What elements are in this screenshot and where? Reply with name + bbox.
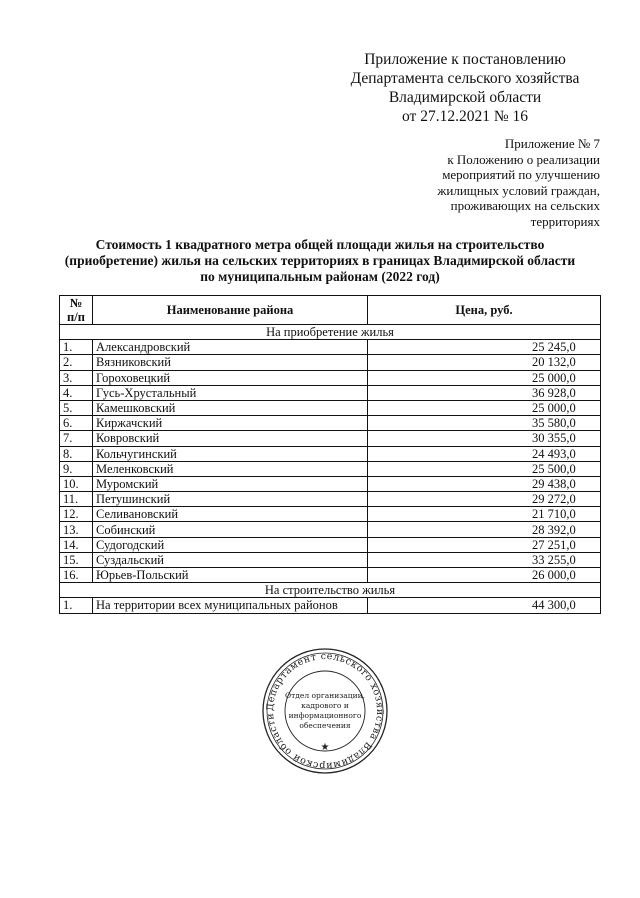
district-name: На территории всех муниципальных районов	[93, 598, 368, 613]
row-number: 12.	[60, 507, 93, 522]
table-row	[60, 355, 601, 370]
price-value: 25 000,0	[368, 370, 601, 385]
table-row	[60, 507, 601, 522]
price-value: 25 245,0	[368, 340, 601, 355]
price-value: 27 251,0	[368, 537, 601, 552]
row-number: 1.	[60, 340, 93, 355]
district-name: Петушинский	[93, 492, 368, 507]
row-number: 8.	[60, 446, 93, 461]
title-line: по муниципальным районам (2022 год)	[200, 269, 440, 284]
district-name: Гусь-Хрустальный	[93, 385, 368, 400]
district-name: Собинский	[93, 522, 368, 537]
row-number: 10.	[60, 476, 93, 491]
svg-text:★: ★	[320, 742, 330, 753]
svg-text:Департамент сельского хозяйств: Департамент сельского хозяйства Владимирской области	[264, 650, 386, 772]
official-stamp	[260, 646, 390, 776]
row-number: 1.	[60, 598, 93, 613]
table-row	[60, 416, 601, 431]
table-row	[60, 476, 601, 491]
header-name: Наименование района	[93, 296, 368, 325]
table-section-row	[60, 583, 601, 598]
annex-line: мероприятий по улучшению	[442, 167, 600, 182]
district-name: Меленковский	[93, 461, 368, 476]
price-table	[59, 295, 601, 614]
price-value: 24 493,0	[368, 446, 601, 461]
price-value: 20 132,0	[368, 355, 601, 370]
table-row	[60, 431, 601, 446]
district-name: Вязниковский	[93, 355, 368, 370]
table-row	[60, 492, 601, 507]
district-name: Суздальский	[93, 552, 368, 567]
header-price: Цена, руб.	[368, 296, 601, 325]
section-label: На приобретение жилья	[60, 325, 601, 340]
title-line: (приобретение) жилья на сельских территориях в границах Владимирской области	[64, 253, 576, 268]
row-number: 15.	[60, 552, 93, 567]
district-name: Кольчугинский	[93, 446, 368, 461]
district-name: Селивановский	[93, 507, 368, 522]
svg-text:кадрового и: кадрового и	[301, 701, 349, 710]
annex-line: Приложение № 7	[504, 136, 600, 151]
annex-line: проживающих на сельских	[450, 198, 600, 213]
district-name: Камешковский	[93, 400, 368, 415]
document-title	[40, 237, 600, 285]
table-row	[60, 598, 601, 613]
price-value: 36 928,0	[368, 385, 601, 400]
price-value: 26 000,0	[368, 568, 601, 583]
table-row	[60, 340, 601, 355]
annex-block	[390, 136, 600, 229]
approval-block	[330, 50, 600, 126]
table-row	[60, 522, 601, 537]
svg-text:обеспечения: обеспечения	[299, 721, 351, 730]
row-number: 6.	[60, 416, 93, 431]
price-value: 35 580,0	[368, 416, 601, 431]
table-header-row	[60, 296, 601, 325]
table-section-row	[60, 325, 601, 340]
approval-line: Владимирской области	[388, 89, 542, 106]
price-value: 25 000,0	[368, 400, 601, 415]
price-value: 29 438,0	[368, 476, 601, 491]
table-row	[60, 446, 601, 461]
annex-line: к Положению о реализации	[447, 151, 600, 167]
district-name: Судогодский	[93, 537, 368, 552]
row-number: 14.	[60, 537, 93, 552]
row-number: 9.	[60, 461, 93, 476]
row-number: 7.	[60, 431, 93, 446]
table-row	[60, 461, 601, 476]
table-row	[60, 568, 601, 583]
table-row	[60, 370, 601, 385]
row-number: 13.	[60, 522, 93, 537]
district-name: Ковровский	[93, 431, 368, 446]
price-value: 44 300,0	[368, 598, 601, 613]
price-value: 21 710,0	[368, 507, 601, 522]
price-value: 30 355,0	[368, 431, 601, 446]
district-name: Муромский	[93, 476, 368, 491]
row-number: 11.	[60, 492, 93, 507]
price-value: 33 255,0	[368, 552, 601, 567]
table-row	[60, 537, 601, 552]
price-value: 25 500,0	[368, 461, 601, 476]
annex-line: жилищных условий граждан,	[437, 182, 600, 198]
approval-line: Приложение к постановлению	[364, 51, 566, 68]
row-number: 5.	[60, 400, 93, 415]
annex-line: территориях	[530, 213, 600, 229]
district-name: Гороховецкий	[93, 370, 368, 385]
svg-text:Отдел организации,: Отдел организации,	[285, 691, 365, 700]
title-line: Стоимость 1 квадратного метра общей площади жилья на строительство	[95, 237, 545, 252]
table-row	[60, 552, 601, 567]
row-number: 3.	[60, 370, 93, 385]
svg-text:информационного: информационного	[288, 711, 362, 720]
row-number: 2.	[60, 355, 93, 370]
approval-line: от 27.12.2021 № 16	[402, 108, 528, 125]
row-number: 16.	[60, 568, 93, 583]
table-body	[60, 325, 601, 614]
district-name: Александровский	[93, 340, 368, 355]
district-name: Киржачский	[93, 416, 368, 431]
row-number: 4.	[60, 385, 93, 400]
header-num: № п/п	[60, 296, 93, 325]
table-row	[60, 400, 601, 415]
approval-line: Департамента сельского хозяйства	[350, 70, 580, 87]
section-label: На строительство жилья	[60, 583, 601, 598]
price-value: 29 272,0	[368, 492, 601, 507]
table-row	[60, 385, 601, 400]
district-name: Юрьев-Польский	[93, 568, 368, 583]
price-value: 28 392,0	[368, 522, 601, 537]
